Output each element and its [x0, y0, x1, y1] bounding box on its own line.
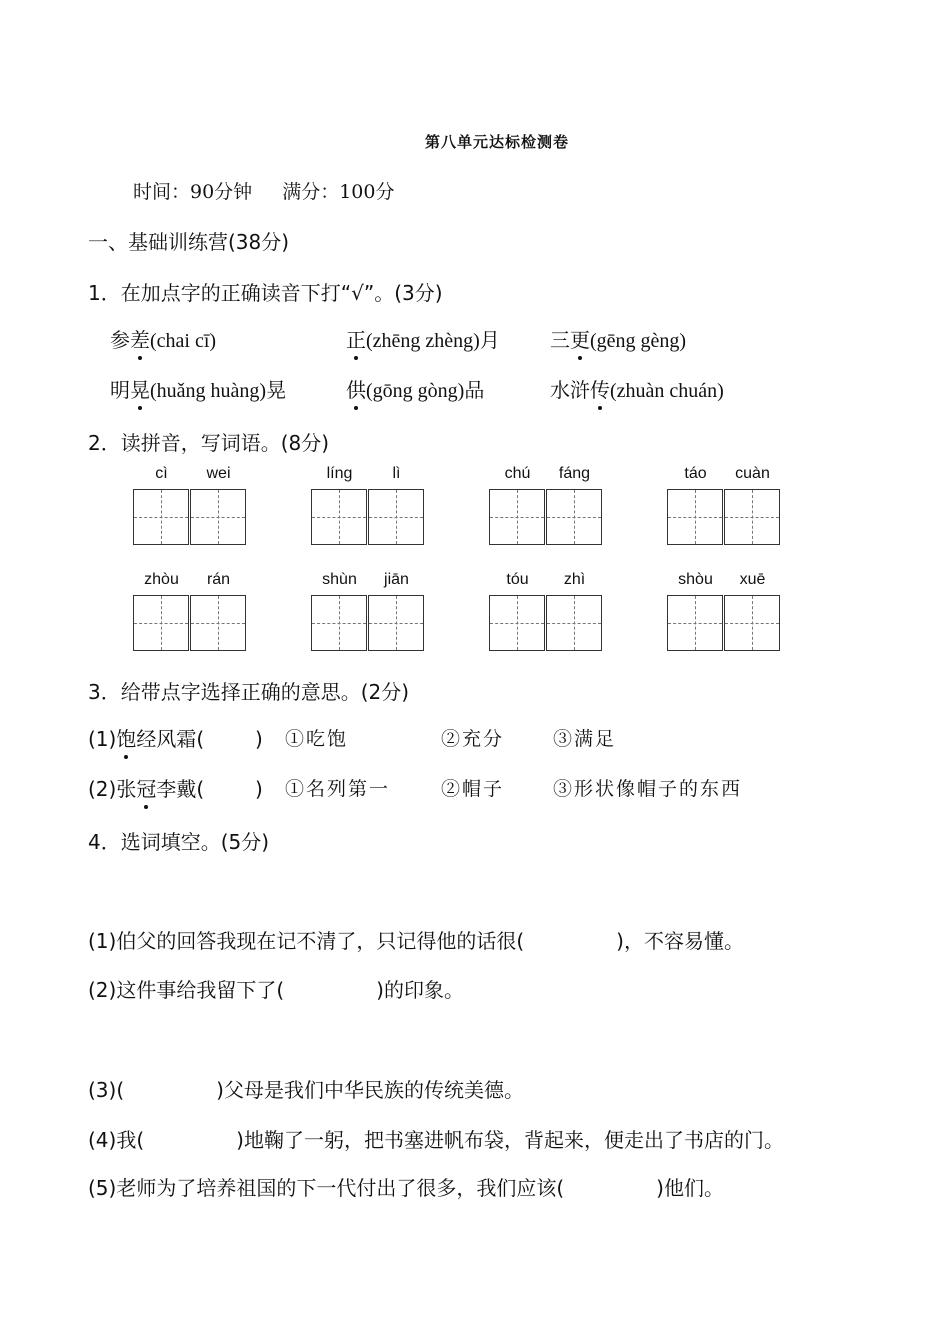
write-box[interactable]: [546, 489, 602, 545]
write-box[interactable]: [724, 595, 780, 651]
pinyin: xuē: [739, 571, 766, 588]
pinyin: cuàn: [735, 465, 770, 482]
q1-item: 水浒传(zhuàn chuán): [550, 374, 724, 403]
pinyin: shòu: [678, 571, 713, 588]
q1-item: 三更(gēng gèng): [550, 324, 686, 353]
write-box[interactable]: [311, 595, 367, 651]
answer-blank[interactable]: ( ): [196, 777, 263, 801]
write-box[interactable]: [368, 489, 424, 545]
q3-option: ②充分: [441, 728, 505, 750]
q4-sentence: (3)( )父母是我们中华民族的传统美德。: [88, 1078, 524, 1102]
question-2-prompt: 2．读拼音，写词语。(8分): [88, 431, 330, 455]
q1-item: 明晃(huǎng huàng)晃: [110, 374, 286, 403]
q1-item: 正(zhēng zhèng)月: [346, 324, 500, 353]
answer-blank[interactable]: ( ): [196, 727, 263, 751]
q3-option: ①吃饱: [285, 728, 349, 750]
pinyin: chú: [504, 465, 531, 482]
write-box[interactable]: [489, 595, 545, 651]
q4-sentence: (1)伯父的回答我现在记不清了，只记得他的话很( )，不容易懂。: [88, 929, 744, 953]
q3-option: ③满足: [553, 728, 617, 750]
pinyin: lì: [392, 465, 401, 482]
q3-item: (2)张冠李戴( ): [88, 773, 263, 802]
write-box[interactable]: [546, 595, 602, 651]
section-heading: 一、基础训练营(38分): [88, 230, 290, 254]
q1-item: 供(gōng gòng)品: [346, 374, 484, 403]
q3-option: ②帽子: [441, 778, 505, 800]
write-box[interactable]: [133, 489, 189, 545]
pinyin: rán: [206, 571, 231, 588]
write-box[interactable]: [368, 595, 424, 651]
write-box[interactable]: [667, 489, 723, 545]
full-score: 满分：100分: [282, 181, 395, 203]
q4-sentence: (2)这件事给我留下了( )的印象。: [88, 978, 464, 1002]
write-box[interactable]: [190, 489, 246, 545]
write-box[interactable]: [311, 489, 367, 545]
pinyin: shùn: [322, 571, 357, 588]
question-1-prompt: 1．在加点字的正确读音下打“√”。(3分): [88, 281, 443, 305]
write-box[interactable]: [190, 595, 246, 651]
pinyin: jiān: [384, 571, 409, 588]
write-box[interactable]: [667, 595, 723, 651]
write-box[interactable]: [724, 489, 780, 545]
time-limit: 时间：90分钟: [133, 181, 253, 203]
q3-option: ③形状像帽子的东西: [553, 778, 743, 800]
pinyin: cì: [155, 465, 168, 482]
exam-meta: [133, 177, 394, 204]
q3-item: (1)饱经风霜( ): [88, 723, 263, 752]
pinyin: zhòu: [144, 571, 179, 588]
pinyin: wei: [206, 465, 231, 482]
write-box[interactable]: [489, 489, 545, 545]
question-3-prompt: 3．给带点字选择正确的意思。(2分): [88, 680, 410, 704]
q4-sentence: (5)老师为了培养祖国的下一代付出了很多，我们应该( )他们。: [88, 1176, 724, 1200]
pinyin: zhì: [563, 571, 586, 588]
question-4-prompt: 4．选词填空。(5分): [88, 830, 270, 854]
pinyin: fáng: [558, 465, 591, 482]
write-box[interactable]: [133, 595, 189, 651]
q4-sentence: (4)我( )地鞠了一躬，把书塞进帆布袋，背起来，便走出了书店的门。: [88, 1128, 784, 1152]
pinyin: tóu: [506, 571, 529, 588]
q3-option: ①名列第一: [285, 778, 391, 800]
pinyin: táo: [684, 465, 707, 482]
q1-item: 参差(chai cī): [110, 324, 216, 353]
pinyin: líng: [326, 465, 353, 482]
page-title: 第八单元达标检测卷: [424, 133, 569, 151]
